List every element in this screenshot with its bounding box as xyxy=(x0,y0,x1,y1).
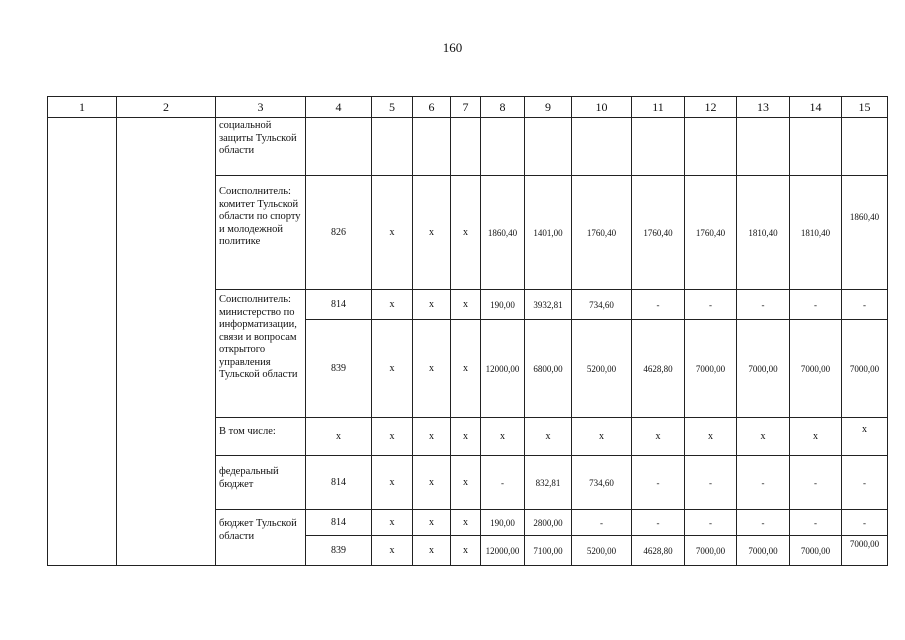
table-cell: 1810,40 xyxy=(790,176,842,290)
table-cell: х xyxy=(451,176,481,290)
table-cell: - xyxy=(737,290,790,320)
table-cell: - xyxy=(481,456,525,510)
table-cell: х xyxy=(632,418,685,456)
header-cell: 14 xyxy=(790,97,842,118)
row-label: В том числе: xyxy=(216,418,306,456)
table-cell: х xyxy=(737,418,790,456)
table-cell: 814 xyxy=(306,510,372,536)
table-cell: х xyxy=(685,418,737,456)
table-cell: х xyxy=(451,290,481,320)
table-cell xyxy=(572,118,632,176)
table-cell xyxy=(525,118,572,176)
table-cell xyxy=(481,118,525,176)
table-cell: х xyxy=(372,176,413,290)
header-cell: 8 xyxy=(481,97,525,118)
table-cell xyxy=(451,118,481,176)
table-cell: - xyxy=(842,510,888,536)
header-cell: 5 xyxy=(372,97,413,118)
table-cell: 7000,00 xyxy=(685,536,737,566)
table-cell: х xyxy=(413,290,451,320)
header-row xyxy=(48,97,888,118)
table-cell: 1760,40 xyxy=(632,176,685,290)
table-row xyxy=(48,118,888,176)
table-cell: 734,60 xyxy=(572,290,632,320)
table-cell: х xyxy=(790,418,842,456)
header-cell: 11 xyxy=(632,97,685,118)
table-cell: х xyxy=(413,456,451,510)
table-cell: - xyxy=(790,456,842,510)
table-cell: 832,81 xyxy=(525,456,572,510)
header-cell: 12 xyxy=(685,97,737,118)
table-cell: х xyxy=(372,290,413,320)
page-number: 160 xyxy=(442,40,463,55)
table-cell: - xyxy=(737,456,790,510)
table-cell: х xyxy=(413,320,451,418)
table-cell: х xyxy=(372,456,413,510)
col1-cell xyxy=(48,118,117,566)
table-cell: х xyxy=(572,418,632,456)
table-cell: х xyxy=(842,418,888,456)
table-cell: 826 xyxy=(306,176,372,290)
row-label: Соисполнитель: министерство по информатизации, связи и вопросам открытого управления Тульской области xyxy=(216,290,306,418)
table-cell: - xyxy=(572,510,632,536)
table-cell: 5200,00 xyxy=(572,536,632,566)
table-cell: 1401,00 xyxy=(525,176,572,290)
table-cell: 814 xyxy=(306,290,372,320)
table-cell: х xyxy=(372,510,413,536)
table-cell xyxy=(632,118,685,176)
table-cell: 6800,00 xyxy=(525,320,572,418)
table-cell xyxy=(842,118,888,176)
table-cell: 7000,00 xyxy=(737,536,790,566)
table-cell: х xyxy=(451,510,481,536)
table-cell: - xyxy=(632,290,685,320)
table-cell: - xyxy=(790,510,842,536)
table-cell: - xyxy=(842,456,888,510)
row-label: федеральный бюджет xyxy=(216,456,306,510)
table-cell: 7000,00 xyxy=(790,320,842,418)
table-cell xyxy=(413,118,451,176)
table-cell: 1760,40 xyxy=(685,176,737,290)
header-cell: 3 xyxy=(216,97,306,118)
header-cell: 13 xyxy=(737,97,790,118)
header-cell: 9 xyxy=(525,97,572,118)
table-cell: 190,00 xyxy=(481,510,525,536)
header-cell: 1 xyxy=(48,97,117,118)
table-cell: 12000,00 xyxy=(481,320,525,418)
table-cell: х xyxy=(372,536,413,566)
table-cell: 7100,00 xyxy=(525,536,572,566)
table-cell: 3932,81 xyxy=(525,290,572,320)
header-cell: 6 xyxy=(413,97,451,118)
header-cell: 2 xyxy=(117,97,216,118)
row-label: социальной защиты Тульской области xyxy=(216,118,306,176)
table-cell: - xyxy=(632,456,685,510)
table-cell: 1860,40 xyxy=(481,176,525,290)
table-cell: 1860,40 xyxy=(842,176,888,290)
table-cell: х xyxy=(451,536,481,566)
table-cell: 5200,00 xyxy=(572,320,632,418)
header-cell: 7 xyxy=(451,97,481,118)
table-cell: 190,00 xyxy=(481,290,525,320)
header-cell: 10 xyxy=(572,97,632,118)
table-cell: 12000,00 xyxy=(481,536,525,566)
table-cell: - xyxy=(685,456,737,510)
table-cell: 7000,00 xyxy=(737,320,790,418)
table-cell: - xyxy=(842,290,888,320)
table-cell: х xyxy=(451,320,481,418)
table-cell: 7000,00 xyxy=(790,536,842,566)
table-cell: х xyxy=(413,510,451,536)
table-cell xyxy=(790,118,842,176)
table-cell: 839 xyxy=(306,536,372,566)
table-cell: 7000,00 xyxy=(685,320,737,418)
table-cell: 1760,40 xyxy=(572,176,632,290)
table-cell xyxy=(372,118,413,176)
table-cell xyxy=(737,118,790,176)
row-label: Соисполнитель: комитет Тульской области по спорту и молодежной политике xyxy=(216,176,306,290)
table-cell: - xyxy=(685,510,737,536)
table-cell: 4628,80 xyxy=(632,536,685,566)
table-cell: х xyxy=(451,418,481,456)
table-cell: х xyxy=(306,418,372,456)
col2-cell xyxy=(117,118,216,566)
table-cell: х xyxy=(525,418,572,456)
header-cell: 4 xyxy=(306,97,372,118)
table-cell xyxy=(685,118,737,176)
table-cell: х xyxy=(481,418,525,456)
table-cell: 7000,00 xyxy=(842,320,888,418)
table-cell: - xyxy=(790,290,842,320)
table-cell: х xyxy=(413,176,451,290)
table-cell: х xyxy=(413,418,451,456)
table-cell: 814 xyxy=(306,456,372,510)
table-cell: 1810,40 xyxy=(737,176,790,290)
table-cell: 734,60 xyxy=(572,456,632,510)
table-cell: 4628,80 xyxy=(632,320,685,418)
table-cell: 2800,00 xyxy=(525,510,572,536)
table-cell: х xyxy=(451,456,481,510)
table-cell: 839 xyxy=(306,320,372,418)
table-cell: х xyxy=(372,418,413,456)
table-cell: х xyxy=(372,320,413,418)
row-label: бюджет Тульской области xyxy=(216,510,306,566)
table-cell: 7000,00 xyxy=(842,536,888,566)
budget-table xyxy=(47,96,888,566)
table-cell xyxy=(306,118,372,176)
table-cell: - xyxy=(685,290,737,320)
table-cell: х xyxy=(413,536,451,566)
header-cell: 15 xyxy=(842,97,888,118)
table-cell: - xyxy=(632,510,685,536)
table-cell: - xyxy=(737,510,790,536)
